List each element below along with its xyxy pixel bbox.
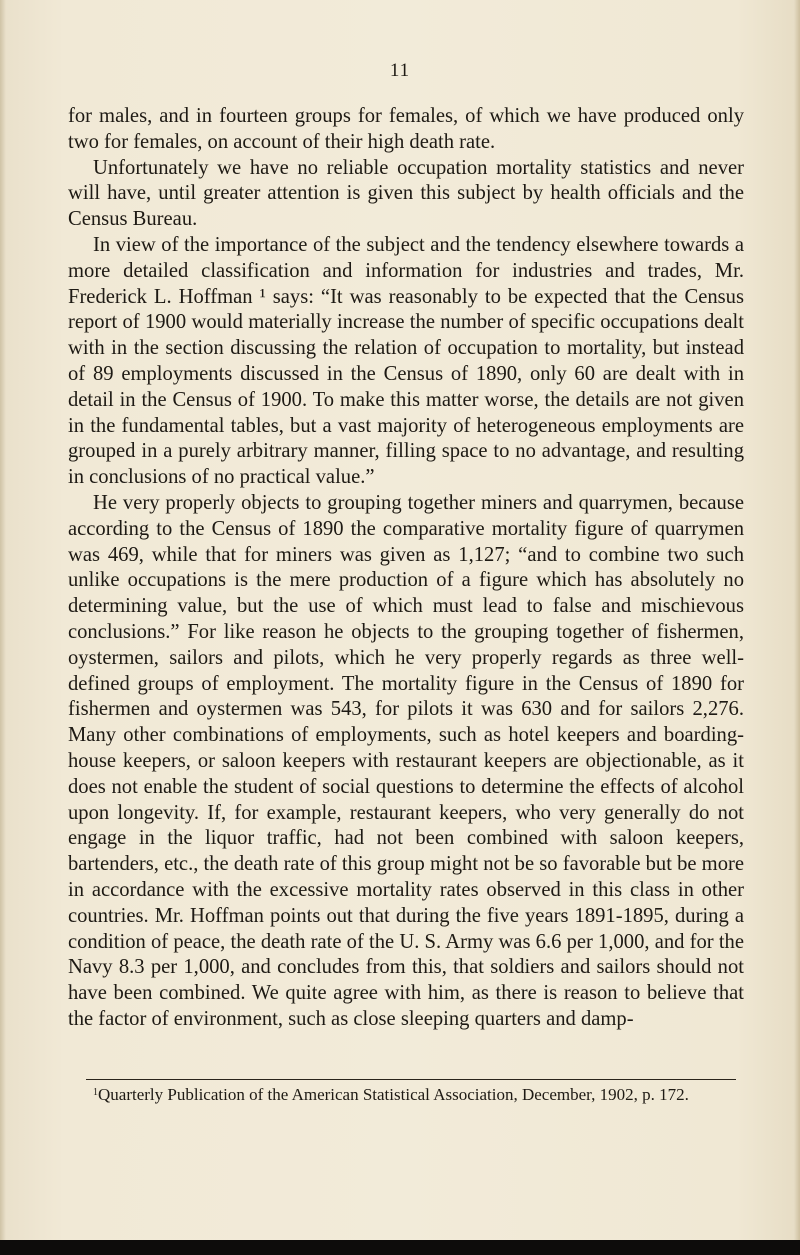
footnote-marker: 1 xyxy=(93,1087,98,1098)
paragraph-2: Unfortunately we have no reliable occupation mortality statistics and never will have, until greater attention is given this subject by health officials and the Census Bureau. xyxy=(68,156,744,231)
page-right-edge xyxy=(794,0,800,1255)
paragraph-1: for males, and in fourteen groups for females, of which we have produced only two for females, on account of their high death rate. xyxy=(68,105,744,153)
page-left-edge xyxy=(0,0,6,1255)
footnote xyxy=(68,1083,744,1105)
body-text xyxy=(68,104,744,1033)
footnote-text: Quarterly Publication of the American Statistical Association, December, 1902, p. 172. xyxy=(98,1085,689,1104)
paragraph-3: In view of the importance of the subject and the tendency elsewhere towards a more detailed classification and information for industries and trades, Mr. Frederick L. Hoffman ¹ says: “It was reasonably to be expected that the Census report of 1900 would materially increase the number of specific occupations dealt with in the section discussing the relation of occupation to mortality, but instead of 89 employments discussed in the Census of 1890, only 60 are dealt with in detail in the Census of 1900. To make this matter worse, the details are not given in the fundamental tables, but a vast majority of heterogeneous employments are grouped in a purely arbitrary manner, filling space to no advantage, and resulting in conclusions of no practical value.” xyxy=(68,233,744,489)
page-number: 11 xyxy=(389,60,411,81)
footnote-rule xyxy=(86,1079,736,1080)
scan-bottom-band xyxy=(0,1240,800,1255)
paragraph-4: He very properly objects to grouping together miners and quarrymen, because according to the Census of 1890 the comparative mortality figure of quarrymen was 469, while that for miners was given as 1,127; “and to combine two such unlike occupations is the mere production of a figure which has absolutely no determining value, but the use of which must lead to false and mischievous conclusions.” For like reason he objects to the grouping together of fishermen, oystermen, sailors and pilots, which he very properly regards as three well-defined groups of employment. The mortality figure in the Census of 1890 for fishermen and oystermen was 543, for pilots it was 630 and for sailors 2,276. Many other combinations of employments, such as hotel keepers and boarding-house keepers, or saloon keepers with restaurant keepers are objectionable, as it does not enable the student of social questions to determine the effects of alcohol upon longevity. If, for example, restaurant keepers, who very generally do not engage in the liquor traffic, had not been combined with saloon keepers, bartenders, etc., the death rate of this group might not be so favorable but be more in accordance with the excessive mortality rates observed in this class in other countries. Mr. Hoffman points out that during the five years 1891-1895, during a condition of peace, the death rate of the U. S. Army was 6.6 per 1,000, and for the Navy 8.3 per 1,000, and concludes from this, that soldiers and sailors should not have been combined. We quite agree with him, as there is reason to believe that the factor of environment, such as close sleeping quarters and damp- xyxy=(68,491,744,1030)
